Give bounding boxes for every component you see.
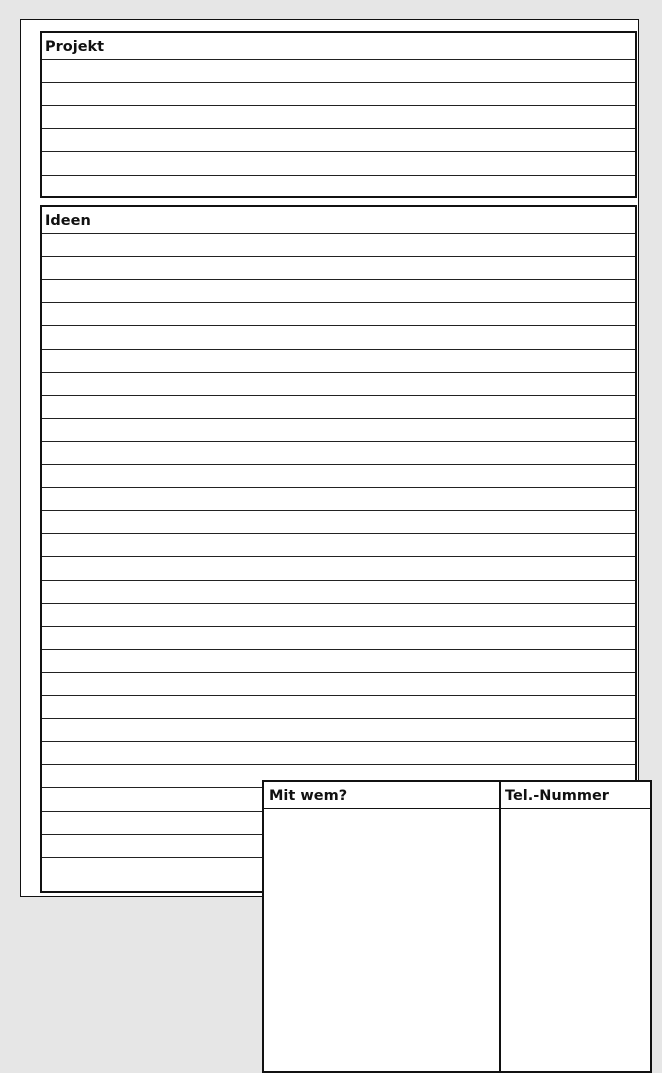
writing-line bbox=[42, 302, 635, 303]
writing-line bbox=[42, 59, 635, 60]
writing-line bbox=[42, 82, 635, 83]
writing-line bbox=[42, 695, 635, 696]
writing-line bbox=[42, 418, 635, 419]
writing-line bbox=[42, 718, 635, 719]
writing-line bbox=[42, 233, 635, 234]
writing-line bbox=[42, 325, 635, 326]
table-header-rule bbox=[264, 808, 650, 809]
writing-line bbox=[42, 175, 635, 176]
writing-line bbox=[42, 487, 635, 488]
contact-table bbox=[262, 780, 652, 1073]
writing-line bbox=[42, 556, 635, 557]
writing-line bbox=[42, 349, 635, 350]
writing-line bbox=[42, 372, 635, 373]
table-column-divider bbox=[499, 782, 501, 1071]
writing-line bbox=[42, 580, 635, 581]
column-header-mit-wem: Mit wem? bbox=[269, 788, 348, 804]
writing-line bbox=[42, 764, 635, 765]
projekt-section bbox=[40, 31, 637, 198]
writing-line bbox=[42, 741, 635, 742]
writing-line bbox=[42, 672, 635, 673]
writing-line bbox=[42, 649, 635, 650]
ideen-section bbox=[40, 205, 637, 893]
column-header-tel-nummer: Tel.-Nummer bbox=[505, 788, 609, 804]
projekt-title: Projekt bbox=[45, 39, 105, 55]
notebook-page bbox=[20, 19, 639, 897]
writing-line bbox=[42, 626, 635, 627]
writing-line bbox=[42, 510, 635, 511]
writing-line bbox=[42, 395, 635, 396]
writing-line bbox=[42, 603, 635, 604]
writing-line bbox=[42, 256, 635, 257]
ideen-title: Ideen bbox=[45, 213, 91, 229]
writing-line bbox=[42, 533, 635, 534]
writing-line bbox=[42, 464, 635, 465]
writing-line bbox=[42, 128, 635, 129]
writing-line bbox=[42, 279, 635, 280]
writing-line bbox=[42, 441, 635, 442]
writing-line bbox=[42, 105, 635, 106]
writing-line bbox=[42, 151, 635, 152]
